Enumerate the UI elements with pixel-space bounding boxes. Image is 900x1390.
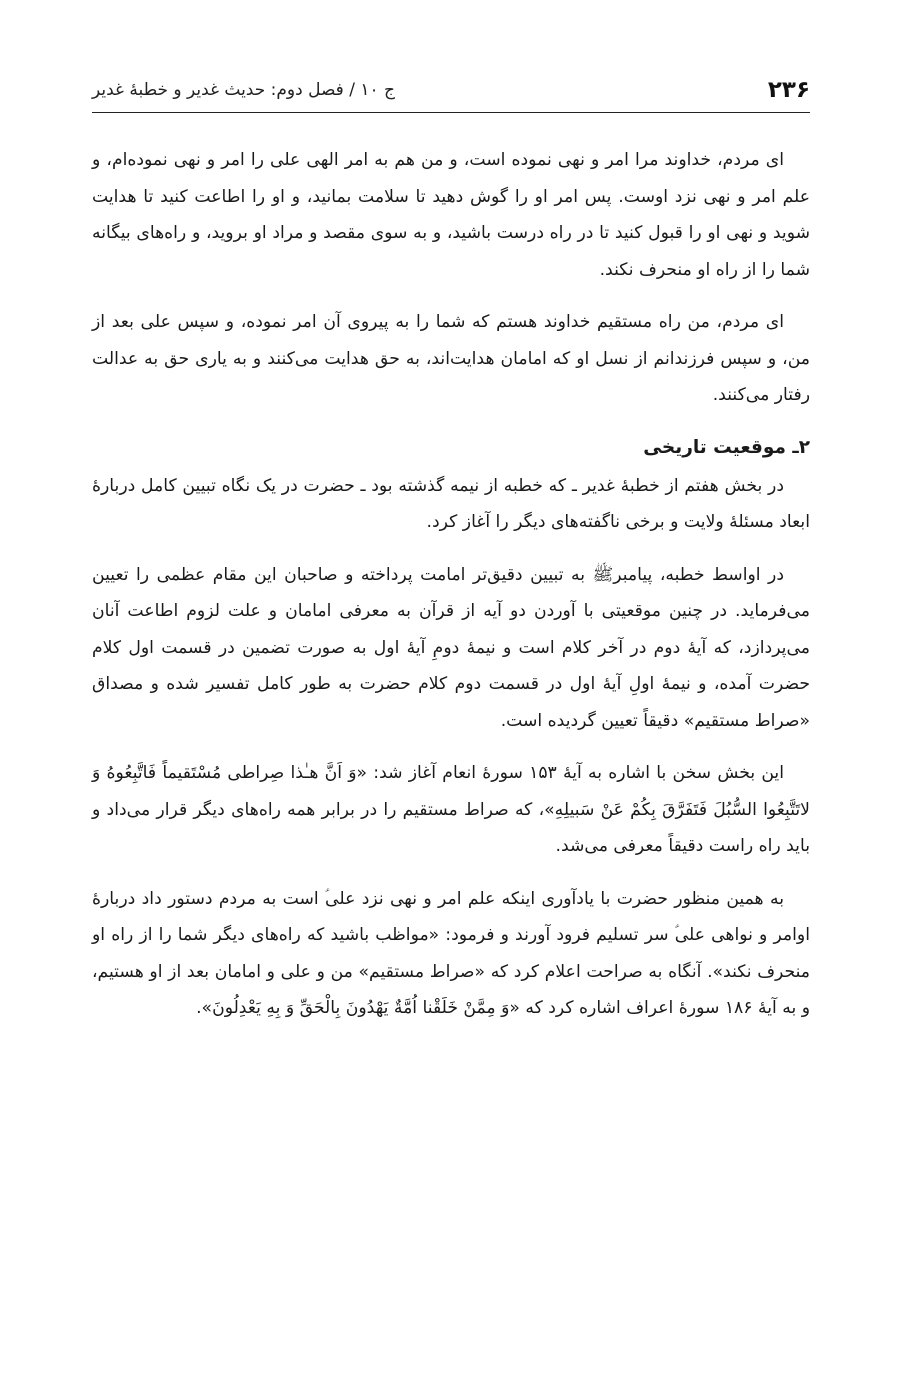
page-body xyxy=(92,142,810,1043)
page-header xyxy=(92,68,810,113)
paragraph: این بخش سخن با اشاره به آیهٔ ۱۵۳ سورهٔ انعام آغاز شد: «وَ اَنَّ هـٰذا صِراطی مُسْتَقیماً فَاتَّبِعُوهُ وَ لاتَتَّبِعُوا السُّبُلَ فَتَفَرَّقَ بِکُمْ عَنْ سَبیلِهِ»، که صراط مستقیم را در برابر همه راه‌های دیگر قرار می‌داد و باید راه راست دقیقاً معرفی می‌شد. xyxy=(92,763,810,856)
page-number: ۲۳۶ xyxy=(767,77,810,103)
paragraph: به همین منظور حضرت با یادآوری اینکه علم امر و نهی نزد علی‌ؑ است به مردم دستور داد دربارهٔ اوامر و نواهی علی‌ؑ سر تسلیم فرود آورند و فرمود: «مواظب باشید که راه‌های دیگر شما را از راه او منحرف نکند». آنگاه به صراحت اعلام کرد که «صراط مستقیم» من و علی و امامان بعد از او هستیم، و به آیهٔ ۱۸۶ سورهٔ اعراف اشاره کرد که «وَ مِمَّنْ خَلَقْنا اُمَّةٌ یَهْدُونَ بِالْحَقِّ وَ بِهِ یَعْدِلُونَ». xyxy=(92,888,810,1018)
paragraph: ای مردم، خداوند مرا امر و نهی نموده است، و من هم به امر الهی علی را امر و نهی نموده‌ام، و علم امر و نهی نزد اوست. پس امر او را گوش دهید تا سلامت بمانید، و او را اطاعت کنید تا هدایت شوید و نهی او را قبول کنید تا در راه درست باشید، و به سوی مقصد و مراد او بروید، و راه‌های بیگانه شما را از راه او منحرف نکند. xyxy=(92,150,810,280)
paragraph: ای مردم، من راه مستقیم خداوند هستم که شما را به پیروی آن امر نموده، و سپس علی بعد از من، و سپس فرزندانم از نسل او که امامان هدایت‌اند، به حق هدایت می‌کنند و به یاری حق به عدالت رفتار می‌کنند. xyxy=(92,312,810,405)
paragraph: در اواسط خطبه، پیامبرﷺ به تبیین دقیق‌تر امامت پرداخته و صاحبان این مقام عظمی را تعیین می‌فرماید. در چنین موقعیتی با آوردن دو آیه از قرآن به معرفی امامان و علت لزوم اطاعت آنان می‌پردازد، که آیهٔ دوم در آخر کلام است و نیمهٔ دومِ آیهٔ اول به صورت تضمین در قسمت اول کلام حضرت آمده، و نیمهٔ اولِ آیهٔ اول در قسمت دوم کلام حضرت به طور کامل تفسیر شده و مصداق «صراط مستقیم» دقیقاً تعیین گردیده است. xyxy=(92,564,810,731)
running-head: ج ۱۰ / فصل دوم: حدیث غدیر و خطبهٔ غدیر xyxy=(92,80,396,100)
section-heading: ۲ـ موقعیت تاریخی xyxy=(643,436,810,458)
paragraph: در بخش هفتم از خطبهٔ غدیر ـ که خطبه از نیمه گذشته بود ـ حضرت در یک نگاه تبیین کامل دربارهٔ ابعاد مسئلهٔ ولایت و برخی ناگفته‌های دیگر را آغاز کرد. xyxy=(92,475,810,532)
